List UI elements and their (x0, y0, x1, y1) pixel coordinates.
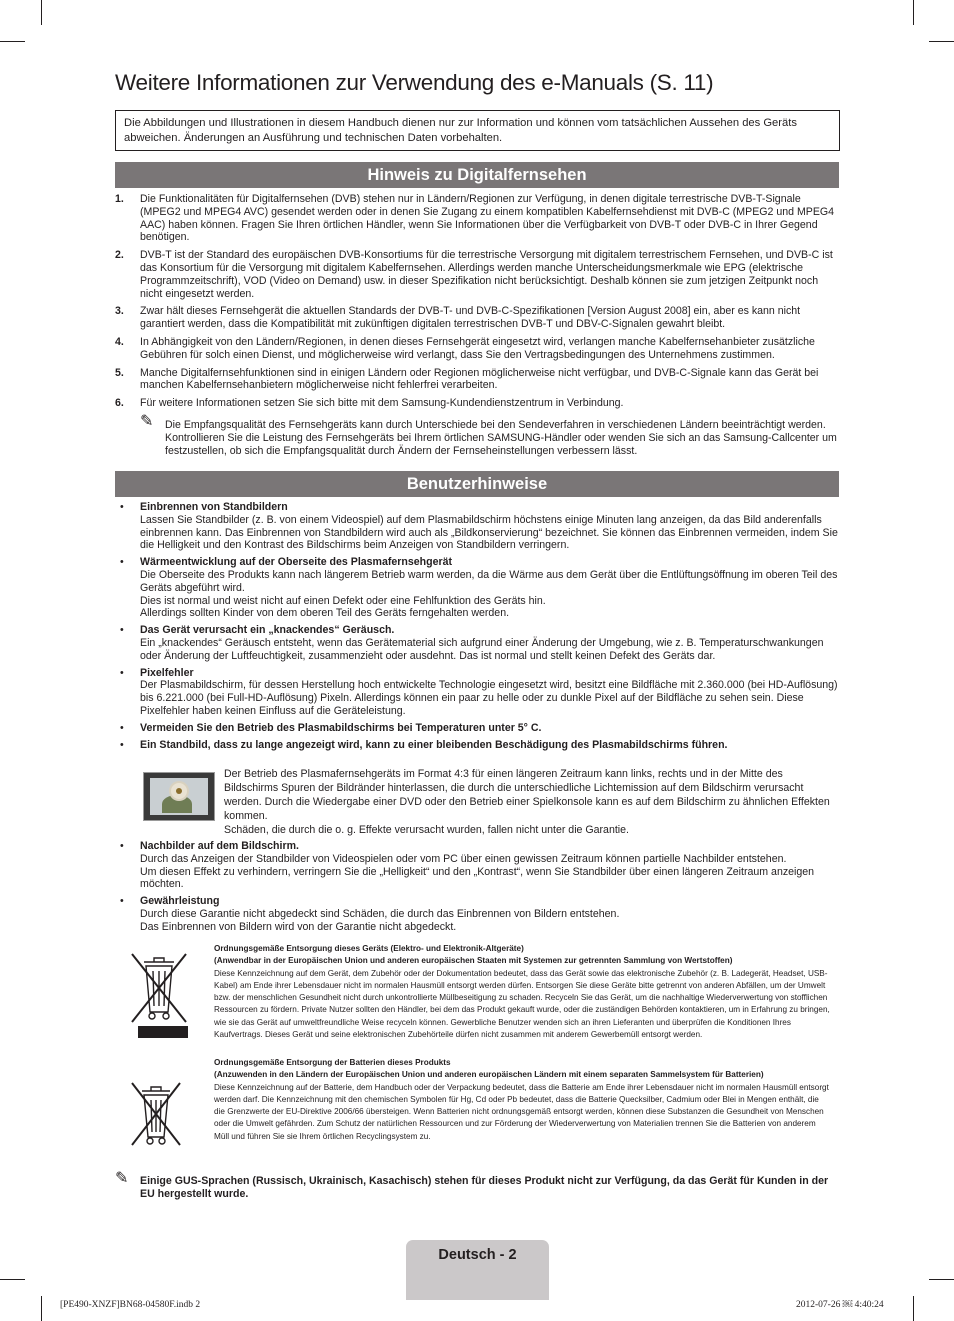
list-item: • Das Gerät verursacht ein „knackendes“ Geräusch. Ein „knackendes“ Geräusch entsteht, wenn das Gerätematerial sich aufgrund einer Änderung der Umgebung, wie z. B. Temperaturschwankungen oder Änderung der Luftfeuchtigkeit, zusammenzieht oder ausdehnt. Das ist normal und stellt keinen Defekt des Geräts dar. (120, 624, 824, 662)
crossed-bin-battery-icon (128, 1077, 184, 1149)
digital-tv-list (115, 193, 839, 457)
crop-mark (913, 0, 914, 25)
list-item: • Gewährleistung Durch diese Garantie nicht abgedeckt sind Schäden, die durch das Einbrennen von Bildern entstehen. Das Einbrennen von Bildern wird von der Garantie nicht abgedeckt. (120, 895, 620, 933)
crop-mark (41, 1296, 42, 1321)
list-item: • Wärmeentwicklung auf der Oberseite des Plasmafernsehgerät Die Oberseite des Produkts kann nach längerem Betrieb warm werden, da die Wärme aus dem Gerät über die Entlüftungsöffnung im oberen Teil des Geräts abgeführt wird. Dies ist normal und weist nicht auf einen Defekt oder eine Fehlfunktion des Geräts hin. Allerdings sollten Kinder von dem oberen Teil des Geräts ferngehalten werden. (120, 556, 838, 620)
file-footer: [PE490-XNZF]BN68-04580F.indb 2 (60, 1300, 201, 1310)
list-item: • Vermeiden Sie den Betrieb des Plasmabildschirms bei Temperaturen unter 5° C. (120, 721, 542, 734)
battery-disposal-text: Ordnungsgemäße Entsorgung der Batterien dieses Produkts (Anzuwenden in den Ländern der Europäischen Union und anderen europäischen Ländern mit einem separaten Sammelsystem für Batterien) Diese Kennzeichnung auf der Batterie, dem Handbuch oder der Verpackung bedeutet, dass die Batterie am Ende ihrer Lebensdauer nicht im normalen Hausmüll entsorgt werden darf. Die Kennzeichnung mit den chemischen Symbolen für Hg, Cd oder Pb bedeutet, dass die Batterie Quecksilber, Cadmium oder Blei in Mengen enthält, die die Grenzwerte der EU-Direktive 2006/66 übersteigen. Wenn Batterien nicht ordnungsgemäß entsorgt werden, können diese Substanzen die Gesundheit von Menschen oder die Umwelt gefährden. Zum Schutz der natürlichen Ressourcen und zur Förderung der Wiederverwertung von Materialien trennen Sie die Batterien von anderem Müll und führen Sie sie Ihrem örtlichen Recyclingsystem zu. (214, 1058, 829, 1141)
section-heading-digital-tv: Hinweis zu Digitalfernsehen (115, 162, 839, 188)
list-item: 5. Manche Digitalfernsehfunktionen sind in einigen Ländern oder Regionen möglicherweise nicht verfügbar, und DVB-C-Signale kann das Gerät bei manchen Kabelfernsehanbietern möglicherweise nicht fehlerfrei verarbeiten. (115, 366, 819, 392)
list-item: 4. In Abhängigkeit von den Ländern/Regionen, in denen dieses Fernsehgerät eingesetzt wird, verlangen manche Kabelfernsehanbieter zusätzliche Gebühren für solch einen Dienst, und möglicherweise wird verlangt, dass Sie den Vertragsbedingungen des Unternehmens zustimmen. (115, 335, 815, 361)
user-notes-list (115, 501, 839, 755)
bullet-dot: • (120, 840, 124, 852)
crop-mark (913, 1296, 914, 1321)
reception-note: ✎ Die Empfangsqualität des Fernsehgeräts kann durch Unterschiede bei den Sendeverfahren in verschiedenen Ländern beeinträchtigt werden. Kontrollieren Sie die Leistung des Fernsehgeräts bei Ihrem örtlichen SAMSUNG-Händler oder wenden Sie sich an das Samsung-Callcenter um festzustellen, ob sich die Empfangsqualität durch Ändern der Fernseheinstellungen verbessern lässt. (140, 412, 837, 457)
list-item: 6. Für weitere Informationen setzen Sie sich bitte mit dem Samsung-Kundendienstzentrum in Verbindung. (115, 397, 624, 410)
screen-burn-text: Der Betrieb des Plasmafernsehgeräts im Format 4:3 für einen längeren Zeitraum kann links, rechts und in der Mitte des Bildschirms Spuren der Bildränder hinterlassen, die durch die unterschiedliche Lichtemission auf dem Bildschirm verursacht werden. Durch die Wiedergabe einer DVD oder den Betrieb einer Spielkonsole kann es auf dem Bildschirm zu ähnlichen Effekten kommen. Schäden, die durch die o. g. Effekte verursacht wurden, fallen nicht unter die Garantie. (224, 768, 830, 836)
bullet-dot: • (120, 738, 124, 751)
bullet-dot: • (120, 895, 124, 908)
list-item: • Nachbilder auf dem Bildschirm. Durch das Anzeigen der Standbilder von Videospielen oder vom PC über einen gewissen Zeitraum können partielle Nachbilder entstehen. Um diesen Effekt zu verhindern, verringern Sie die „Helligkeit“ und den „Kontrast“, wenn Sie Standbilder über einen längeren Zeitraum anzeigen möchten. (120, 840, 815, 891)
crop-mark (929, 41, 954, 42)
weee-disposal-text: Ordnungsgemäße Entsorgung dieses Geräts (Elektro- und Elektronik-Altgeräte) (Anwendbar in der Europäischen Union und anderen europäischen Staaten mit Systemen zur getrennten Sammlung von Wertstoffen) Diese Kennzeichnung auf dem Gerät, dem Zubehör oder der Dokumentation bedeutet, dass das Gerät sowie das elektronische Zubehör (z. B. Ladegerät, Headset, USB-Kabel) am Ende ihrer Lebensdauer nicht im normalen Hausmüll entsorgt werden dürfen. Entsorgen Sie diese Geräte bitte getrennt von anderen Abfällen, um der Umwelt bzw. der menschlichen Gesundheit nicht durch unkontrollierte Müllbeseitigung zu schaden. Recyceln Sie das Gerät, um die nachhaltige Wiederverwertung von stofflichen Ressourcen zu fördern. Private Nutzer sollten den Händler, bei dem das Produkt gekauft wurde, oder die zuständigen Behörden kontaktieren, um in Erfahrung zu bringen, wie sie das Gerät auf umweltfreundliche Weise recyceln können. Gewerbliche Benutzer wenden sich an ihren Lieferanten und überprüfen die Konditionen Ihres Kaufvertrags. Dieses Gerät und seine elektronischen Zubehörteile dürfen nicht zusammen mit anderem Gewerbemüll entsorgt werden. (214, 944, 830, 1040)
crossed-bin-icon (128, 946, 190, 1040)
section-heading-user-notes: Benutzerhinweise (115, 471, 839, 497)
list-item: 2. DVB-T ist der Standard des europäischen DVB-Konsortiums für die terrestrische Versorgung mit digitalem terrestrischem Fernsehen, und DVB-C ist das Konsortium für die Versorgung mit digitalem Kabelfernsehen. Allerdings werden manche Unterscheidungsmerkmale wie EPG (elektrische Programmzeitschrift), VOD (Video on Demand) usw. in dieser Spezifikation nicht berücksichtigt. Deshalb können sie zum jetzigen Zeitpunkt noch nicht eingesetzt werden. (115, 249, 833, 300)
user-notes-list-continued (115, 840, 839, 938)
list-item: 1. Die Funktionalitäten für Digitalfernsehen (DVB) stehen nur in Ländern/Regionen zur Verfügung, in denen digitale terrestrische DVB-T-Signale (MPEG2 und MPEG4 AVC) gesendet werden oder in denen Sie Zugang zu einem kompatiblen Kabelfernsehdienst mit DVB-C (MPEG2 und MPEG4 AAC) haben können. Fragen Sie Ihren örtlichen Händler, wenn Sie Informationen über die Verfügbarkeit von DVB-T oder DVB-C in Ihrer Gegend benötigen. (115, 193, 835, 244)
list-item: 3. Zwar hält dieses Fernsehgerät die aktuellen Standards der DVB-T- und DVB-C-Spezifikationen [Version August 2008] ein, aber es kann nicht garantiert werden, dass die Kompatibilität mit zukünftigen digitalen terrestrischen DVB-T und DBV-C-Signalen gewahrt bleibt. (115, 305, 801, 331)
pencil-note-icon: ✎ (140, 412, 154, 430)
date-footer: 2012-07-26 ￼ 4:40:24 (796, 1300, 884, 1310)
crop-mark (0, 41, 25, 42)
bullet-dot: • (120, 501, 124, 513)
cis-language-note: ✎ Einige GUS-Sprachen (Russisch, Ukrainisch, Kasachisch) stehen für dieses Produkt nicht zur Verfügung, da das Gerät für Kunden in der EU hergestellt wurde. (115, 1170, 829, 1201)
crop-mark (41, 0, 42, 25)
list-item: • Pixelfehler Der Plasmabildschirm, für dessen Herstellung hoch entwickelte Technologie eingesetzt wird, besitzt eine Bildfläche mit 2.360.000 (bei HD-Auflösung) bis 6.221.000 (bei Full-HD-Auflösung) Pixeln. Allerdings können ein paar zu helle oder zu dunkle Pixel auf der Bildfläche zu sehen sein. Diese Pixelfehler haben keinen Einfluss auf die Geräteleistung. (120, 666, 838, 717)
list-item: • Ein Standbild, dass zu lange angezeigt wird, kann zu einer bleibenden Beschädigung des Plasmabildschirms führen. (120, 738, 728, 751)
bullet-dot: • (120, 556, 124, 569)
bullet-dot: • (120, 624, 124, 637)
crop-mark (929, 1279, 954, 1280)
tv-screen-thumbnail (143, 772, 215, 821)
disclaimer-box: Die Abbildungen und Illustrationen in diesem Handbuch dienen nur zur Information und können vom tatsächlichen Aussehen des Geräts abweichen. Änderungen an Ausführung und technischen Daten vorbehalten. (115, 110, 840, 151)
pencil-note-icon: ✎ (115, 1170, 129, 1187)
bullet-dot: • (120, 721, 124, 734)
page-number-tab: Deutsch - 2 (406, 1240, 549, 1300)
page-title: Weitere Informationen zur Verwendung des e-Manuals (S. 11) (115, 70, 714, 95)
list-item: • Einbrennen von Standbildern Lassen Sie Standbilder (z. B. von einem Videospiel) auf dem Plasmabildschirm höchstens einige Minuten lang anzeigen, da das Bild anderenfalls einbrennen kann. Das Einbrennen von Standbildern wird auch als „Bildkonservierung“ bezeichnet. Sie können das Einbrennen vermeiden, indem Sie die Helligkeit und den Kontrast des Bildschirms beim Anzeigen von Standbildern verringern. (120, 501, 838, 552)
bullet-dot: • (120, 666, 124, 679)
crop-mark (0, 1279, 25, 1280)
